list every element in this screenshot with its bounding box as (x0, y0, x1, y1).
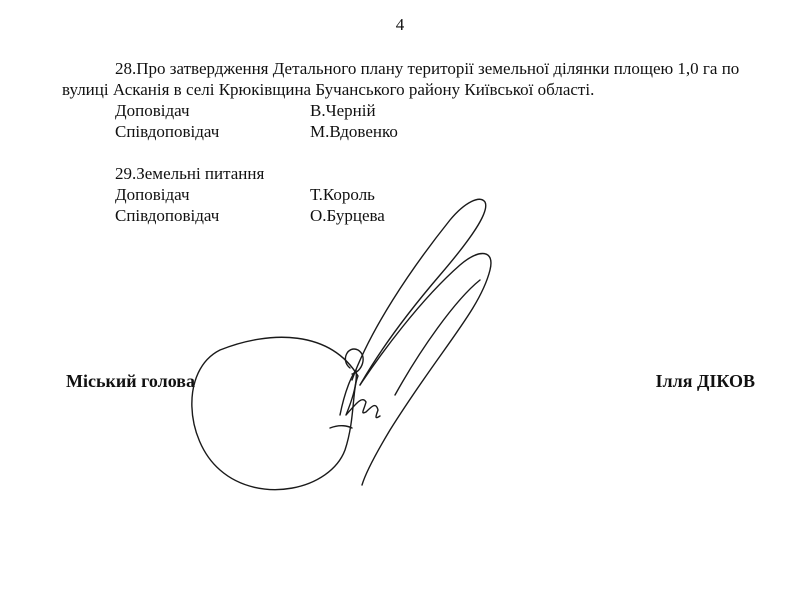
signature-loop-stroke (192, 337, 358, 489)
page-number: 4 (395, 15, 405, 34)
signature-letters-stroke (340, 370, 380, 418)
coreporter-name: М.Вдовенко (310, 122, 398, 141)
signature-short-stroke (330, 426, 352, 428)
signature-rising-stroke (352, 199, 486, 385)
reporter-label: Доповідач (115, 185, 190, 204)
coreporter-label: Співдоповідач (115, 122, 220, 141)
agenda-item-title-second-line: вулиці Асканія в селі Крюківщина Бучанського району Київської області. (62, 80, 595, 99)
reporter-name: В.Черній (310, 101, 376, 120)
agenda-item-title-first-line: 28.Про затвердження Детального плану території земельної ділянки площею 1,0 га по (115, 59, 740, 78)
reporter-label: Доповідач (115, 101, 190, 120)
signatory-name: Ілля ДІКОВ (655, 371, 755, 391)
handwritten-signature (180, 180, 520, 500)
coreporter-label: Співдоповідач (115, 206, 220, 225)
agenda-item-title-first-line: 29.Земельні питання (115, 164, 265, 183)
reporter-row (62, 100, 762, 121)
signatory-position: Міський голова (66, 371, 195, 391)
signature-inner-stroke (395, 280, 480, 395)
agenda-item-28 (62, 58, 762, 142)
coreporter-row (62, 121, 762, 142)
coreporter-name: О.Бурцева (310, 206, 385, 225)
agenda-item-title (62, 58, 762, 100)
reporter-name: Т.Король (310, 185, 375, 204)
